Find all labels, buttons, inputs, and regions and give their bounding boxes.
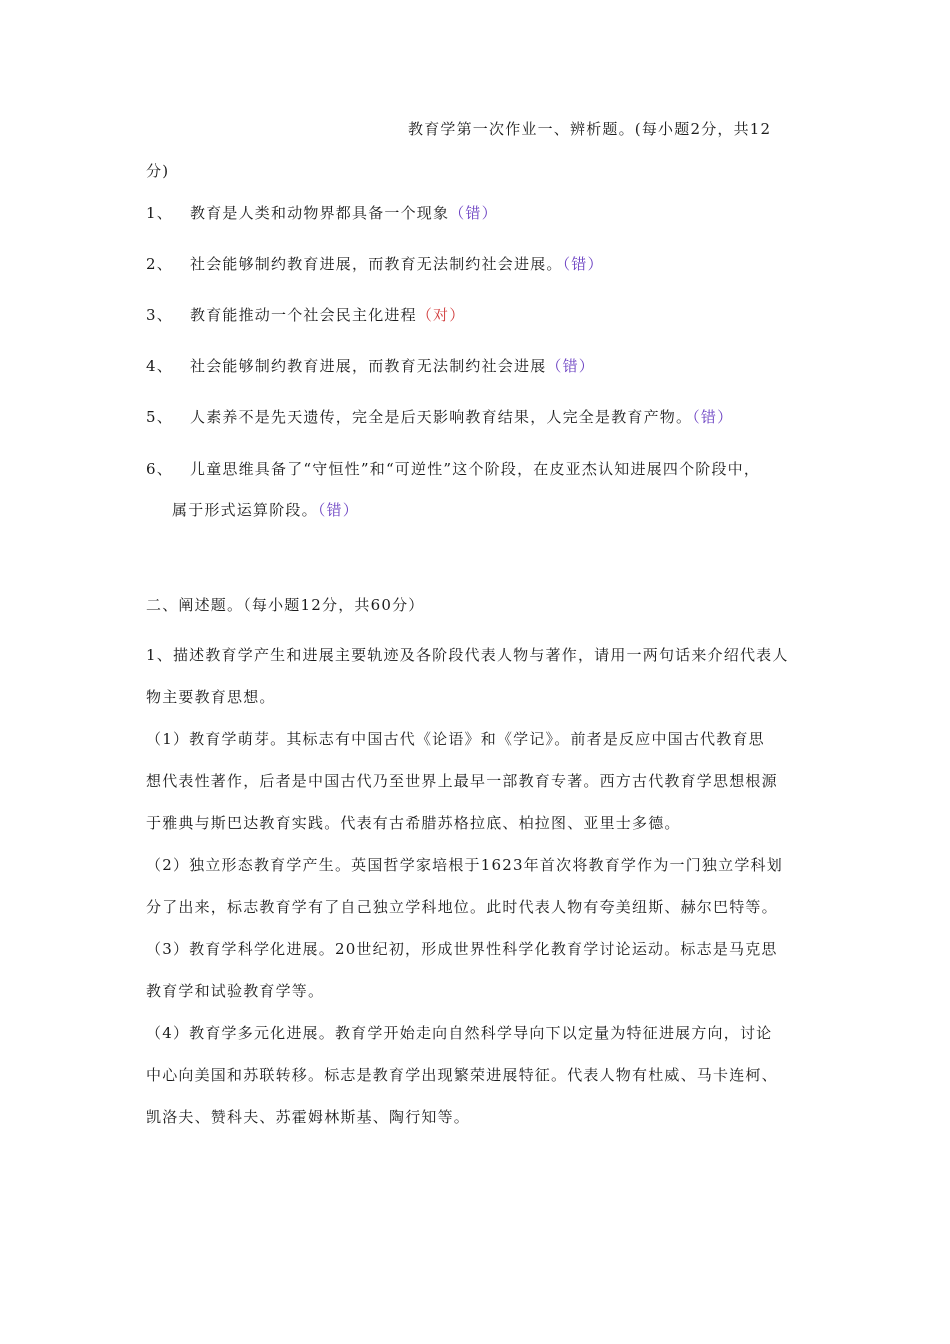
item-statement: 教育是人类和动物界都具备一个现象 [190,204,450,222]
question-text: 1、描述教育学产生和进展主要轨迹及各阶段代表人物与著作，请用一两句话来介绍代表人 [146,646,789,664]
item-answer: （错） [317,501,359,519]
item-text [190,202,498,223]
item-answer: （错） [692,408,734,426]
item-text [190,355,595,376]
page-title-line1: 教育学第一次作业一、辨析题。(每小题2分，共12 [408,120,772,138]
question-text: 物主要教育思想。 [146,688,276,706]
answer-paragraph: （3）教育学科学化进展。20世纪初，形成世界性科学化教育学讨论运动。标志是马克思 [146,940,778,958]
answer-paragraph: 中心向美国和苏联转移。标志是教育学出现繁荣进展特征。代表人物有杜威、马卡连柯、 [146,1066,778,1084]
item-text: 儿童思维具备了“守恒性”和“可逆性”这个阶段，在皮亚杰认知进展四个阶段中， [190,460,761,478]
item-statement: 教育能推动一个社会民主化进程 [190,306,417,324]
item-statement: 属于形式运算阶段。 [172,501,318,519]
item-text [190,406,733,427]
item-number: 2、 [146,255,173,273]
item-statement: 社会能够制约教育进展，而教育无法制约社会进展 [190,357,547,375]
section2-heading: 二、阐述题。（每小题12分，共60分） [146,596,425,614]
item-number: 3、 [146,306,173,324]
item-number: 1、 [146,204,173,222]
answer-paragraph: （2）独立形态教育学产生。英国哲学家培根于1623年首次将教育学作为一门独立学科划 [146,856,783,874]
item-statement: 人素养不是先天遗传，完全是后天影响教育结果，人完全是教育产物。 [190,408,693,426]
item-number: 4、 [146,357,173,375]
answer-paragraph: （1）教育学萌芽。其标志有中国古代《论语》和《学记》。前者是反应中国古代教育思 [146,730,765,748]
answer-paragraph: 教育学和试验教育学等。 [146,982,325,1000]
item-text [190,304,465,325]
answer-paragraph: 分了出来，标志教育学有了自己独立学科地位。此时代表人物有夸美纽斯、赫尔巴特等。 [146,898,778,916]
answer-paragraph: 于雅典与斯巴达教育实践。代表有古希腊苏格拉底、柏拉图、亚里士多德。 [146,814,681,832]
item-answer: （对） [416,306,466,324]
item-number: 6、 [146,460,173,478]
item-answer: （错） [449,204,498,222]
answer-paragraph: （4）教育学多元化进展。教育学开始走向自然科学导向下以定量为特征进展方向，讨论 [146,1024,773,1042]
item-statement: 社会能够制约教育进展，而教育无法制约社会进展。 [190,255,563,273]
item-answer: （错） [546,357,596,375]
item-text-continued [172,499,359,520]
page-title-line2: 分) [146,162,170,180]
item-number: 5、 [146,408,173,426]
answer-paragraph: 凯洛夫、赞科夫、苏霍姆林斯基、陶行知等。 [146,1108,471,1126]
item-answer: （错） [562,255,604,273]
item-text [190,253,604,274]
answer-paragraph: 想代表性著作，后者是中国古代乃至世界上最早一部教育专著。西方古代教育学思想根源 [146,772,778,790]
